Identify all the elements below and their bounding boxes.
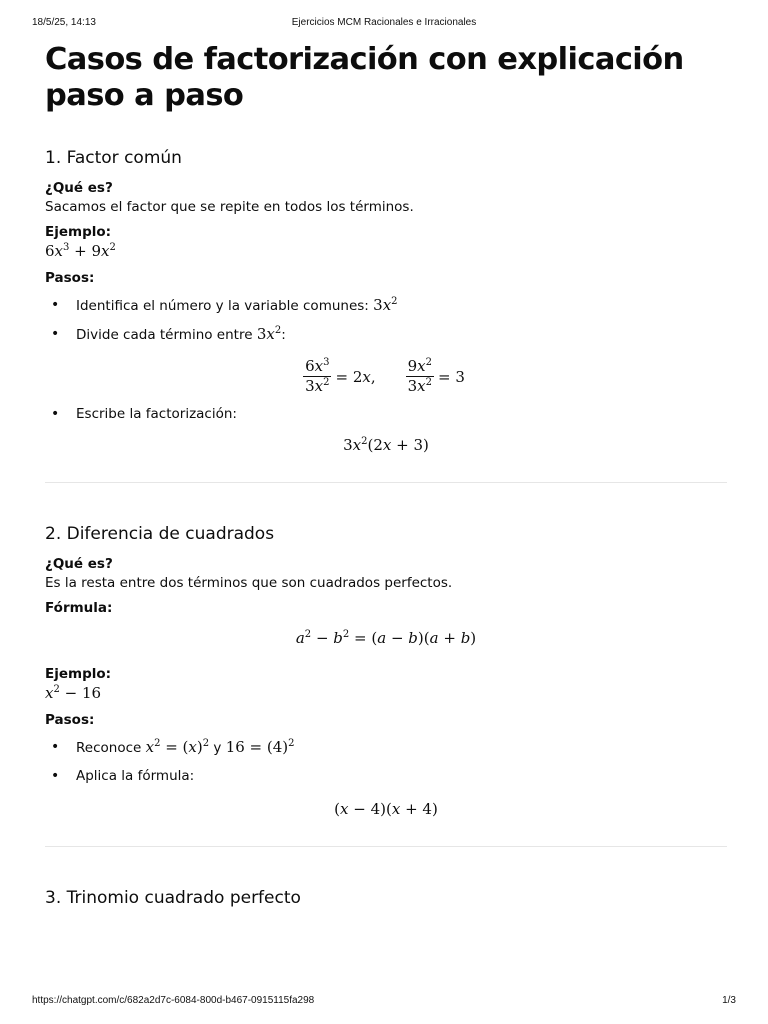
example-expression: $6x^3 + 9x^2$ — [45, 242, 116, 260]
factorization-result: (x − 4)(x + 4) — [334, 800, 438, 818]
print-title: Ejercicios MCM Racionales e Irracionales — [291, 17, 477, 28]
what-is-label: ¿Qué es? — [45, 180, 113, 196]
list-item — [45, 737, 727, 758]
section-diferencia-cuadrados — [45, 523, 727, 818]
example-label: Ejemplo: — [45, 666, 112, 682]
print-date: 18/5/25, 14:13 — [32, 17, 96, 28]
section-heading: 3. Trinomio cuadrado perfecto — [45, 888, 301, 908]
step-text: Identifica el número y la variable comunes: — [76, 298, 374, 314]
steps-label: Pasos: — [45, 270, 95, 286]
math-inline: = 2x, — [335, 367, 376, 386]
fraction: $\frac{6x^3}{3x^2}$ — [305, 357, 330, 395]
section-heading: 1. Factor común — [45, 148, 182, 168]
steps-list — [45, 404, 727, 424]
list-item: • Divide cada término entre $3x^2$: — [45, 324, 727, 345]
section-divider — [45, 482, 727, 483]
page-title: Casos de factorización con explicación paso a paso — [45, 42, 684, 113]
section-divider — [45, 846, 727, 847]
factorization-result: $3x^2(2x + 3)$ — [343, 436, 429, 454]
section-trinomio-cuadrado-perfecto — [45, 887, 727, 909]
math-inline: $3x^2$ — [373, 296, 398, 314]
steps-list — [45, 295, 727, 345]
math-inline: $x^2 = (x)^2$ — [145, 738, 210, 756]
fraction: $\frac{9x^2}{3x^2}$ — [407, 357, 433, 395]
example-label: Ejemplo: — [45, 224, 112, 240]
math-inline: $3x^2$ — [256, 325, 282, 343]
example-expression: $x^2 - 16$ — [45, 684, 102, 702]
print-header — [32, 17, 736, 29]
division-display — [45, 357, 727, 396]
print-footer — [32, 995, 736, 1007]
list-item: • Aplica la fórmula: — [45, 766, 727, 786]
step-text: y — [209, 740, 226, 756]
step-text: Reconoce — [76, 740, 146, 756]
formula-label: Fórmula: — [45, 600, 113, 616]
steps-label: Pasos: — [45, 712, 95, 728]
section-heading: 2. Diferencia de cuadrados — [45, 524, 275, 544]
step-text: Divide cada término entre — [76, 327, 257, 343]
steps-list — [45, 737, 727, 786]
page-number: 1/3 — [722, 995, 736, 1006]
what-is-text: Sacamos el factor que se repite en todos los términos. — [45, 199, 414, 215]
math-inline: $16 = (4)^2$ — [225, 738, 295, 756]
what-is-label: ¿Qué es? — [45, 556, 113, 572]
math-inline: = 3 — [438, 367, 465, 386]
what-is-text: Es la resta entre dos términos que son cuadrados perfectos. — [45, 575, 453, 591]
list-item: • Escribe la factorización: — [45, 404, 727, 424]
formula-display: $a^2 - b^2 = (a - b)(a + b)$ — [295, 629, 477, 647]
list-item — [45, 295, 727, 316]
document-content — [45, 42, 727, 919]
section-factor-comun — [45, 147, 727, 454]
print-url: https://chatgpt.com/c/682a2d7c-6084-800d-b467-0915115fa298 — [32, 995, 315, 1006]
